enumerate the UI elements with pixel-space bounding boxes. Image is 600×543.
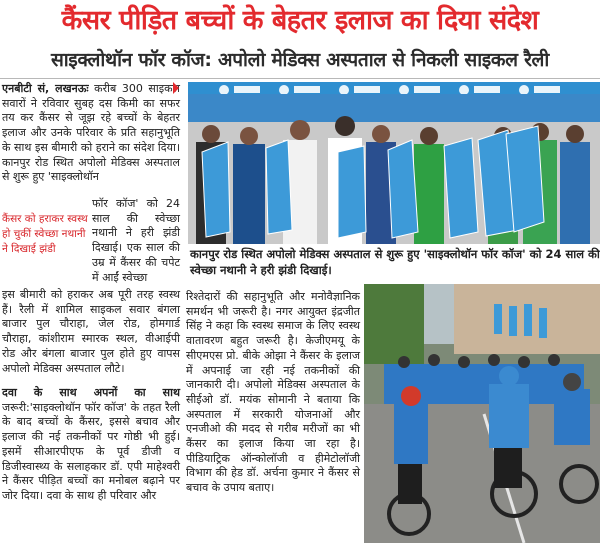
divider — [0, 78, 600, 79]
article-paragraph-3: इस बीमारी को हराकर अब पूरी तरह स्वस्थ हैं। रैली में शामिल साइकल सवार बंगला बाजार पुल चौराहा, जेल रोड, होमगार्ड चौराहा, कांशीराम स्मारक स्थल, वीआईपी रोड और बंगला बाजार पुल होते हुए वापस अपोलो मेडिक्स अस्पताल लौटे। — [2, 288, 180, 375]
paragraph-4-text: जरूरी:'साइक्लोथॉन फॉर कॉज' के तहत रैली के बाद बच्चों के कैंसर, इससे बचाव और इलाज की नई तकनीकों पर गोष्ठी भी हुई। इसमें सीआरपीएफ के पूर्व डीजी व डिजीस्वास्थ्य के सलाहकार डॉ. एपी माहेश्वरी ने कैंसर पीड़ित बच्चों का मनोबल बढ़ाने पर जोर दिया। दवा के साथ ही परिवार और — [2, 400, 180, 502]
cyclists-photo — [364, 284, 600, 543]
dateline: एनबीटी सं, लखनऊः — [2, 82, 89, 95]
subheadline: साइक्लोथॉन फॉर कॉज: अपोलो मेडिक्स अस्पताल से निकली साइकल रैली — [50, 49, 550, 71]
inline-subhead: दवा के साथ अपनों का साथ — [2, 386, 180, 399]
article-paragraph-1 — [2, 82, 180, 185]
cyclists-photo-svg — [364, 284, 600, 543]
caption-marker — [173, 82, 179, 94]
headline: कैंसर पीड़ित बच्चों के बेहतर इलाज का दिया संदेश — [61, 5, 539, 36]
pull-quote: कैंसर को हराकर स्वस्थ हो चुकीं स्वेच्छा नथानी ने दिखाई झंडी — [2, 213, 88, 255]
article-paragraph-2: फॉर कॉज' को 24 साल की स्वेच्छा नथानी ने हरी झंडी दिखाई। एक साल की उम्र में कैंसर की चपेट में आईं स्वेच्छा — [92, 197, 180, 284]
paragraph-1-text: करीब 300 साइकल सवारों ने रविवार सुबह दस किमी का सफर तय कर कैंसर से जूझ रहे बच्चों के बेहतर इलाज और उनके परिवार के प्रति सहानुभूति के साथ इस बीमारी को हराने का संदेश दिया। कानपुर रोड स्थित अपोलो मेडिक्स अस्पताल से शुरू हुए 'साइक्लोथॉन — [2, 82, 180, 184]
article-paragraph-5: रिश्तेदारों की सहानुभूति और मनोवैज्ञानिक समर्थन भी जरूरी है। नगर आयुक्त इंद्रजीत सिंह ने कहा कि स्वस्थ समाज के लिए स्वस्थ वातावरण बहुत जरूरी है। केजीएमयू के सीएमएस प्रो. बीके ओझा ने कैंसर के इलाज में अपनाई जा रही नई तकनीकों की जानकारी दी। अपोलो मेडिक्स अस्पताल के सीईओ डॉ. मयंक सोमानी ने बताया कि अस्पताल में सरकारी योजनाओं और एनजीओ की मदद से गरीब मरीजों का भी कैंसर का इलाज किया जा रहा है। पीडियाट्रिक ऑन्कोलॉजी व हीमेटोलॉजी विभाग की हेड डॉ. अर्चना कुमार ने कैंसर से बचाव के उपाय बताए। — [186, 290, 360, 495]
photo-caption: कानपुर रोड स्थित अपोलो मेडिक्स अस्पताल से शुरू हुए 'साइक्लोथॉन फॉर कॉज' को 24 साल की स्वेच्छा नथानी ने हरी झंडी दिखाई। — [190, 247, 600, 277]
article-paragraph-4 — [2, 386, 180, 504]
flag-off-photo-svg — [188, 82, 600, 244]
flag-off-photo — [188, 82, 600, 244]
